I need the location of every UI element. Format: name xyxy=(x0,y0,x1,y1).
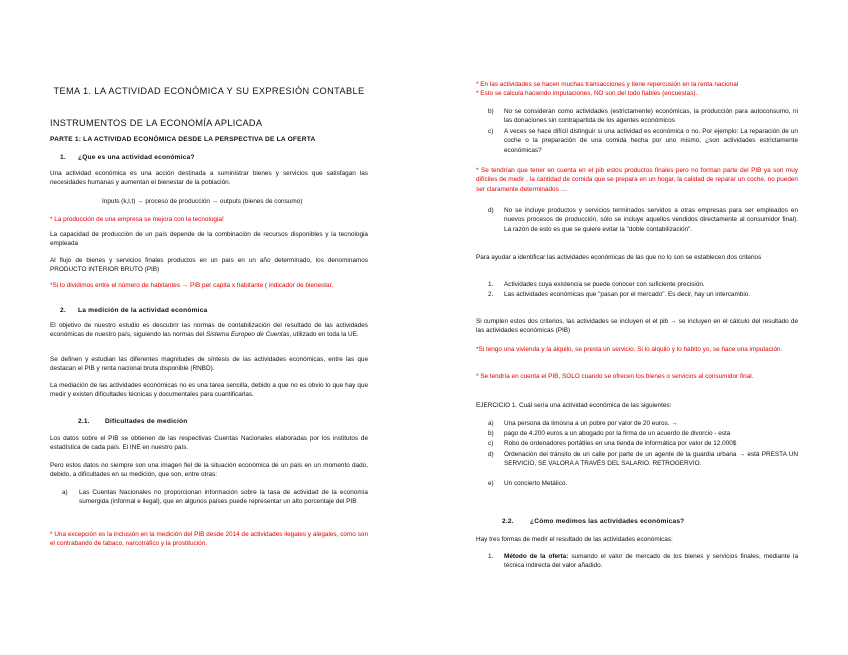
paragraph: Una actividad económica es una acción destinada a suministrar bienes y servicios que satisfagan las necesidades humanas y aumentan el bienestar de la población. xyxy=(50,170,368,187)
list-item: d) No se incluye productos y servicios terminados servidos a otras empresas para ser empleados en nuevos procesos de producción, sólo se incluye aquellos vendidos directamente al consumidor final). La razón de esto es que se quiere evitar la "doble contabilización". xyxy=(488,207,798,233)
red-note: *Si lo dividimos entre el número de habitantes → PIB per capita x habitante ( indicador de bienestar. xyxy=(50,282,334,289)
red-note: * Una excepción es la inclusión en la medición del PIB desde 2014 de actividades ilegales y alegales, como son el contrabando de tabaco, narcotráfico y la prostitución. xyxy=(50,531,368,548)
red-note: *Si tengo una vivienda y la alquilo, se presta un servicio. Si lo alquilo y lo habito yo, se hace una imputación. xyxy=(476,346,783,353)
part-heading: PARTE 1: LA ACTIVIDAD ECONÓMICA DESDE LA PERSPECTIVA DE LA OFERTA xyxy=(50,136,316,143)
paragraph: Si cumplen estos dos criterios, las actividades se incluyen el el pib → se incluyen en el cálculo del resultado de las actividades económicas (PIB) xyxy=(476,318,798,335)
red-note: * Se tendría en cuenta el PIB, SOLO cuando se ofrecen los bienes o servicios al consumidor final. xyxy=(476,373,754,380)
paragraph: La capacidad de producción de un país depende de la combinación de recursos disponibles y la tecnologia empleada xyxy=(50,231,368,248)
exercise-item: a) Una persona da limosna a un pobre por valor de 20 euros. → xyxy=(488,420,678,427)
paragraph: Hay tres formas de medir el resultado de las actividades económicas: xyxy=(476,536,673,543)
list-item: a) Las Cuentas Nacionales no proporcionan información sobre la tasa de actividad de la economía sumergida (informal e ilegal), que en algunos países puede representar un alto porcentaje del PIB xyxy=(62,489,368,506)
exercise-item: e) Un concierto Metálico. xyxy=(488,480,568,487)
paragraph: Los datos sobre el PIB se obtienen de las respectivas Cuentas Nacionales elaboradas por los institutos de estadística de cada país. El INE en nuestro país. xyxy=(50,435,368,452)
document-title: TEMA 1. LA ACTIVIDAD ECONÓMICA Y SU EXPRESIÓN CONTABLE xyxy=(53,86,365,96)
paragraph: Pero estos datos no siempre son una imagen fiel de la situación económica de un país en un momento dado, debido, a dificultades en su medición, que son, entre otras: xyxy=(50,462,368,479)
exercise-item: b) pago de 4.200 euros a un abogado por la firma de un acuerdo de divorcio - esta xyxy=(488,430,731,437)
exercise-heading: EJERCICIO 1. Cuál sería una actividad económica de las siguientes: xyxy=(476,402,672,409)
red-note: * En las actividades se hacen muchas transacciones y tiene repercusión en la renta nacional xyxy=(476,81,739,88)
formula: Inputs (k,l,t) → proceso de producción → outputs (bienes de consumo) xyxy=(102,198,303,205)
exercise-item: d) Ordenación del tránsito de un calle por parte de un agente de la guardia urbana → está PRESTA UN SERVICIO, SE VALORA A TRAVÉS DEL SALARIO. RETROGERVIO. xyxy=(488,451,798,468)
paragraph: Se definen y estudian las diferentes magnitudes de síntesis de las actividades económicas, entre las que destacan el PIB y renta nacional bruta disponible (RNBD). xyxy=(50,356,368,373)
list-item: c) A veces se hace difícil distinguir si una actividad es económica o no. Por ejemplo: La reparación de un coche o la preparación de una comida hecha por uno mismo, ¿son actividades estrictamente económicas? xyxy=(488,128,798,154)
subtitle: INSTRUMENTOS DE LA ECONOMÍA APLICADA xyxy=(50,118,263,128)
paragraph: Al flujo de bienes y servicios finales productos en un país en un año determinado, los denominamos PRODUCTO INTERIOR BRUTO (PIB) xyxy=(50,257,368,274)
red-note: * Esto se calcula haciendo imputaciones, NO son del todo fiables (encuestas). xyxy=(476,90,698,97)
list-item: b) No se consideran como actividades (estrictamente) económicas, la producción para autoconsumo, ni las donaciones sin contrapartida de los agentes económicos xyxy=(488,108,798,125)
list-item: 1. Método de la oferta: sumando el valor de mercado de los bienes y servicios finales, mediante la técnica indirecta del valor añadido. xyxy=(488,553,798,570)
paragraph: Para ayudar a identificar las actividades económicas de las que no lo son se establecen dos criterios xyxy=(476,254,762,261)
list-item: 2. Las actividades económicas que "pasan por el mercado". Es decir, hay un intercambio. xyxy=(488,291,751,298)
exercise-item: c) Robo de ordenadores portátiles en una tienda de informática por valor de 12.000$ xyxy=(488,440,737,447)
red-note: * La producción de una empresa se mejora con la tecnologia! xyxy=(50,216,224,223)
paragraph: La mediación de las actividades económicas no es una tarea sencilla, debido a que no es obvio lo que hay que medir y existen dificultades técnicas y documentales para cuantificarlas. xyxy=(50,382,368,399)
paragraph-sec: El objetivo de nuestro estudio es descubrir las normas de contabilización del resultado de las actividades económicas de nuestro país, siguiendo las normas del Sistema Europeo de Cuentas, utilizado en toda la UE. xyxy=(50,322,368,339)
list-item: 1. Actividades cuya existencia se puede conocer con suficiente precisión. xyxy=(488,281,705,288)
red-note: * Se tendrían que tener en cuenta en el pib estos productos finales pero no forman parte del PIB ya son muy difíciles de medir , la cantidad de comida que se prepara en un hogar, la calidad de reparar un coche, no pueden ser claramente determinados .... xyxy=(476,167,798,193)
